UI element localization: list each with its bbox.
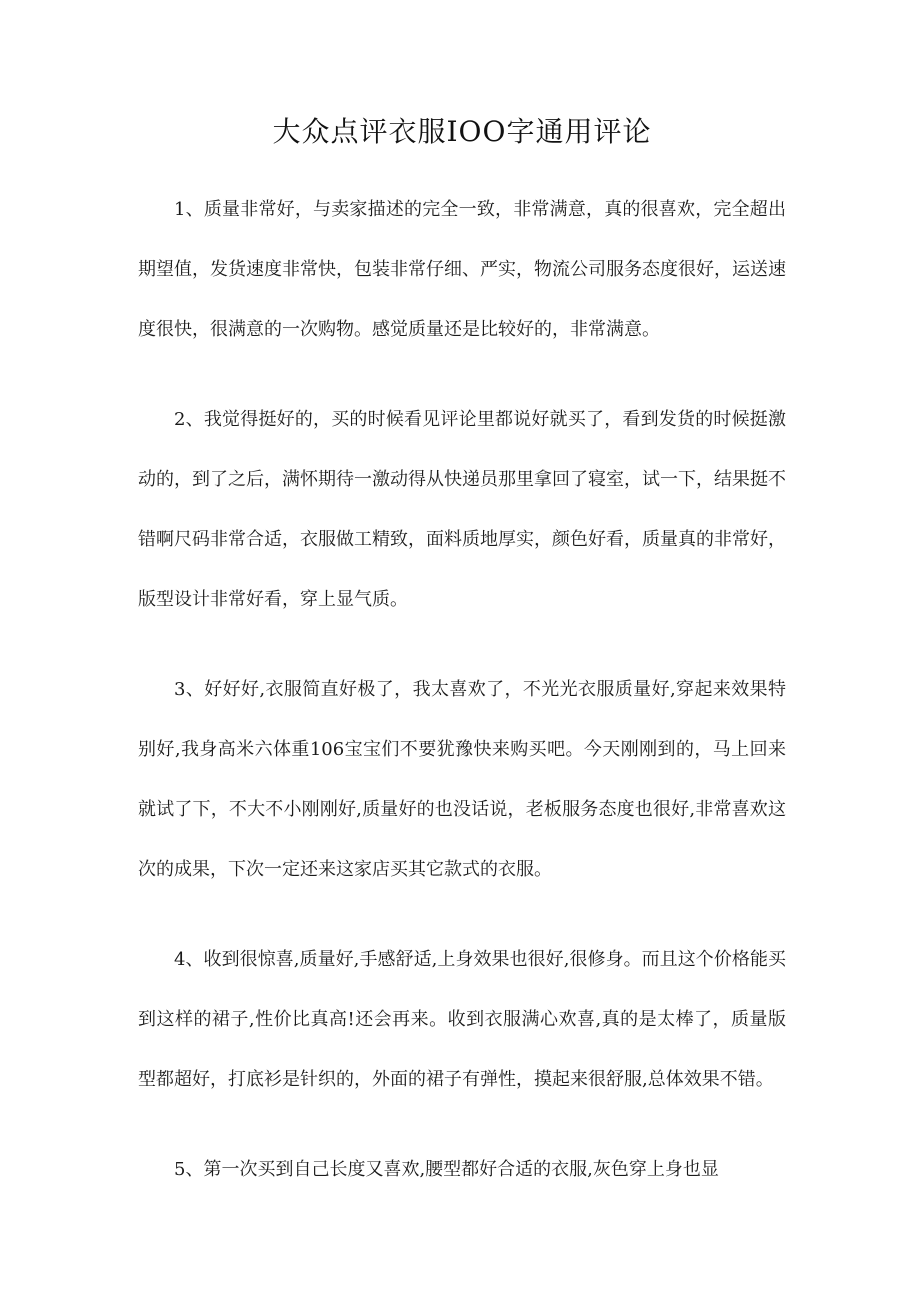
review-paragraph-5: 5、第一次买到自己长度又喜欢,腰型都好合适的衣服,灰色穿上身也显 (174, 1159, 719, 1180)
review-paragraph-2: 2、我觉得挺好的，买的时候看见评论里都说好就买了，看到发货的时候挺激动的，到了之后，满怀期待一激动得从快递员那里拿回了寝室，试一下，结果挺不错啊尺码非常合适，衣服做工精致，面料质地厚实，颜色好看，质量真的非常好，版型设计非常好看，穿上显气质。 (138, 409, 786, 610)
review-paragraph-3: 3、好好好,衣服简直好极了，我太喜欢了，不光光衣服质量好,穿起来效果特别好,我身高米六体重106宝宝们不要犹豫快来购买吧。今天刚刚到的，马上回来就试了下，不大不小刚刚好,质量好的也没话说，老板服务态度也很好,非常喜欢这次的成果，下次一定还来这家店买其它款式的衣服。 (138, 679, 786, 880)
document-title: 大众点评衣服IOO字通用评论 (272, 115, 652, 148)
review-paragraph-1: 1、质量非常好，与卖家描述的完全一致，非常满意，真的很喜欢，完全超出期望值，发货速度非常快，包装非常仔细、严实，物流公司服务态度很好，运送速度很快，很满意的一次购物。感觉质量还是比较好的，非常满意。 (138, 199, 786, 340)
review-paragraph-4: 4、收到很惊喜,质量好,手感舒适,上身效果也很好,很修身。而且这个价格能买到这样的裙子,性价比真高!还会再来。收到衣服满心欢喜,真的是太棒了，质量版型都超好，打底衫是针织的，外面的裙子有弹性，摸起来很舒服,总体效果不错。 (138, 949, 786, 1090)
